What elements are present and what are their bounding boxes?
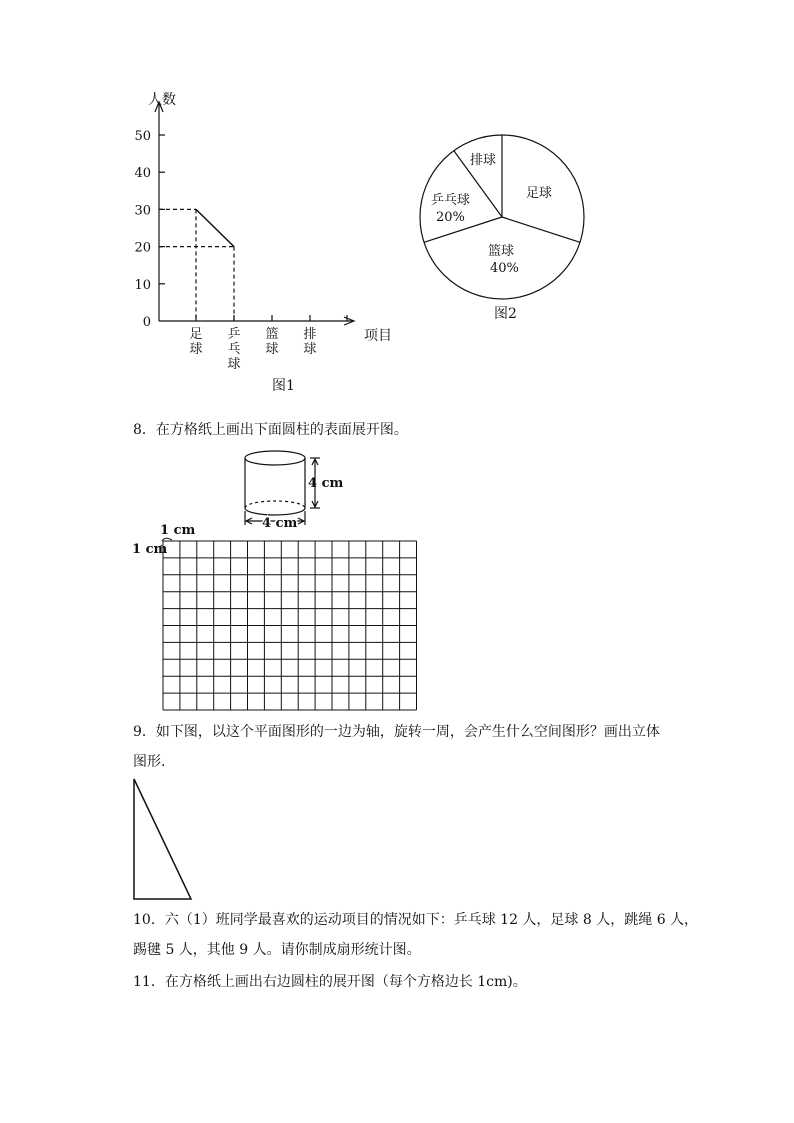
unit-width-label: 1 cm [160, 523, 196, 538]
question-11-text: 11．在方格纸上画出右边圆柱的展开图（每个方格边长 1cm)。 [133, 974, 527, 990]
y-tick-label: 0 [142, 315, 151, 330]
question-8-figure [120, 445, 440, 715]
y-tick-label: 50 [134, 129, 151, 144]
figure2-caption: 图2 [494, 306, 517, 322]
x-category-label: 球 [227, 357, 241, 372]
x-category-label: 排 [303, 327, 317, 342]
pie-label-basketball: 篮球 [488, 244, 515, 259]
question-10-line1: 10．六（1）班同学最喜欢的运动项目的情况如下：乒乓球 12 人，足球 8 人，跳绳 6 人， [133, 912, 699, 928]
cylinder-diameter-label: 4 cm [262, 516, 298, 531]
y-tick-label: 20 [134, 240, 151, 256]
pie-pct-pingpong: 20% [436, 210, 465, 225]
x-category-label: 篮 [265, 327, 279, 342]
unit-height-label: 1 cm [132, 542, 168, 557]
pie-label-pingpong: 乒乓球 [431, 193, 471, 208]
figure1-caption: 图1 [272, 378, 295, 394]
question-9-line1: 9．如下图，以这个平面图形的一边为轴，旋转一周，会产生什么空间图形？画出立体 [133, 724, 660, 740]
figure1-line-chart [0, 0, 420, 400]
pie-pct-basketball: 40% [490, 261, 519, 276]
pie-label-soccer: 足球 [526, 186, 553, 201]
cylinder-height-label: 4 cm [308, 476, 344, 491]
question-10-line2: 踢毽 5 人，其他 9 人。请你制成扇形统计图。 [133, 942, 421, 958]
x-category-label: 球 [189, 342, 203, 357]
x-category-label: 乓 [227, 342, 241, 357]
x-category-label: 球 [303, 342, 317, 357]
x-category-label: 乒 [227, 327, 241, 342]
question-9-line2: 图形. [133, 754, 166, 770]
y-tick-label: 10 [134, 277, 151, 293]
x-category-label: 球 [265, 342, 279, 357]
question-8-text: 8．在方格纸上画出下面圆柱的表面展开图。 [133, 422, 408, 438]
x-axis-label: 项目 [364, 328, 392, 344]
y-tick-label: 30 [134, 203, 151, 219]
x-category-label: 足 [189, 327, 203, 342]
square-grid [163, 541, 417, 710]
y-tick-label: 40 [134, 166, 151, 182]
y-axis-label: 人数 [148, 92, 176, 108]
series-line [196, 209, 234, 246]
right-triangle [125, 775, 205, 905]
figure2-pie-chart [400, 120, 610, 330]
pie-label-volleyball: 排球 [470, 153, 497, 168]
pie-slice-boundary-1 [502, 217, 580, 242]
